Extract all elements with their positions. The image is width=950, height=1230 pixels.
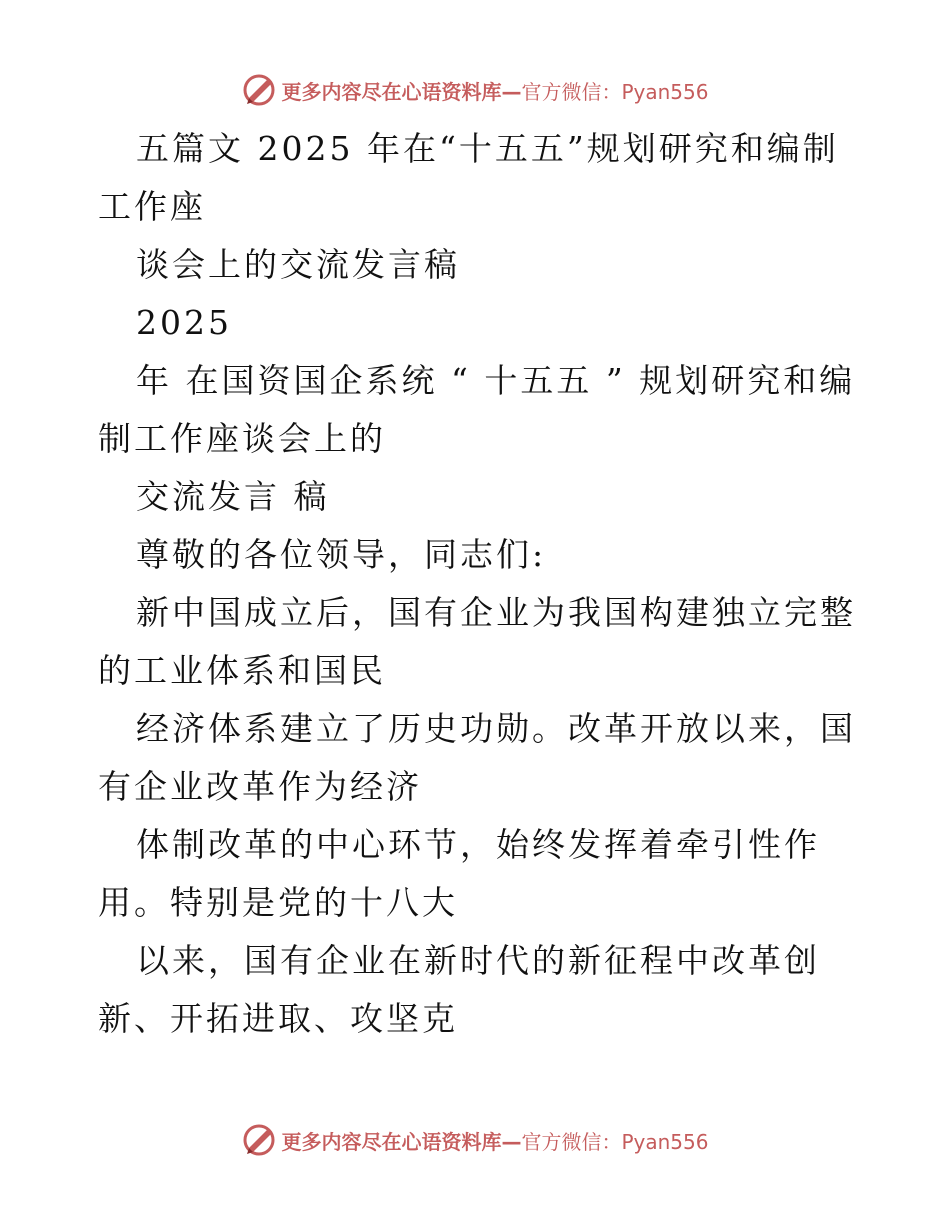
paragraph: 以来，国有企业在新时代的新征程中改革创新、开拓进取、攻坚克	[98, 941, 820, 1038]
footer-banner	[0, 1120, 950, 1160]
paragraph: 尊敬的各位领导，同志们:	[136, 535, 547, 574]
paragraph: 新中国成立后，国有企业为我国构建独立完整的工业体系和国民	[98, 593, 856, 690]
banner-text: 更多内容尽在心语资料库—	[281, 79, 522, 104]
banner-text: 更多内容尽在心语资料库—	[281, 1129, 522, 1154]
paragraph: 体制改革的中心环节，始终发挥着牵引性作用。特别是党的十八大	[98, 825, 820, 922]
pen-logo-icon	[241, 72, 277, 108]
banner-contact: 官方微信：Pyan556	[521, 79, 709, 104]
paragraph: 谈会上的交流发言稿	[136, 245, 460, 284]
header-banner	[0, 70, 950, 110]
paragraph: 交流发言 稿	[136, 477, 330, 516]
paragraph: 2025	[136, 303, 232, 342]
paragraph: 年 在国资国企系统 “ 十五五 ” 规划研究和编制工作座谈会上的	[98, 361, 856, 458]
pen-logo-icon	[241, 1122, 277, 1158]
paragraph: 经济体系建立了历史功勋。改革开放以来，国有企业改革作为经济	[98, 709, 856, 806]
banner-contact: 官方微信：Pyan556	[521, 1129, 709, 1154]
document-body	[98, 120, 858, 1048]
paragraph: 五篇文 2025 年在“十五五”规划研究和编制工作座	[98, 129, 839, 226]
